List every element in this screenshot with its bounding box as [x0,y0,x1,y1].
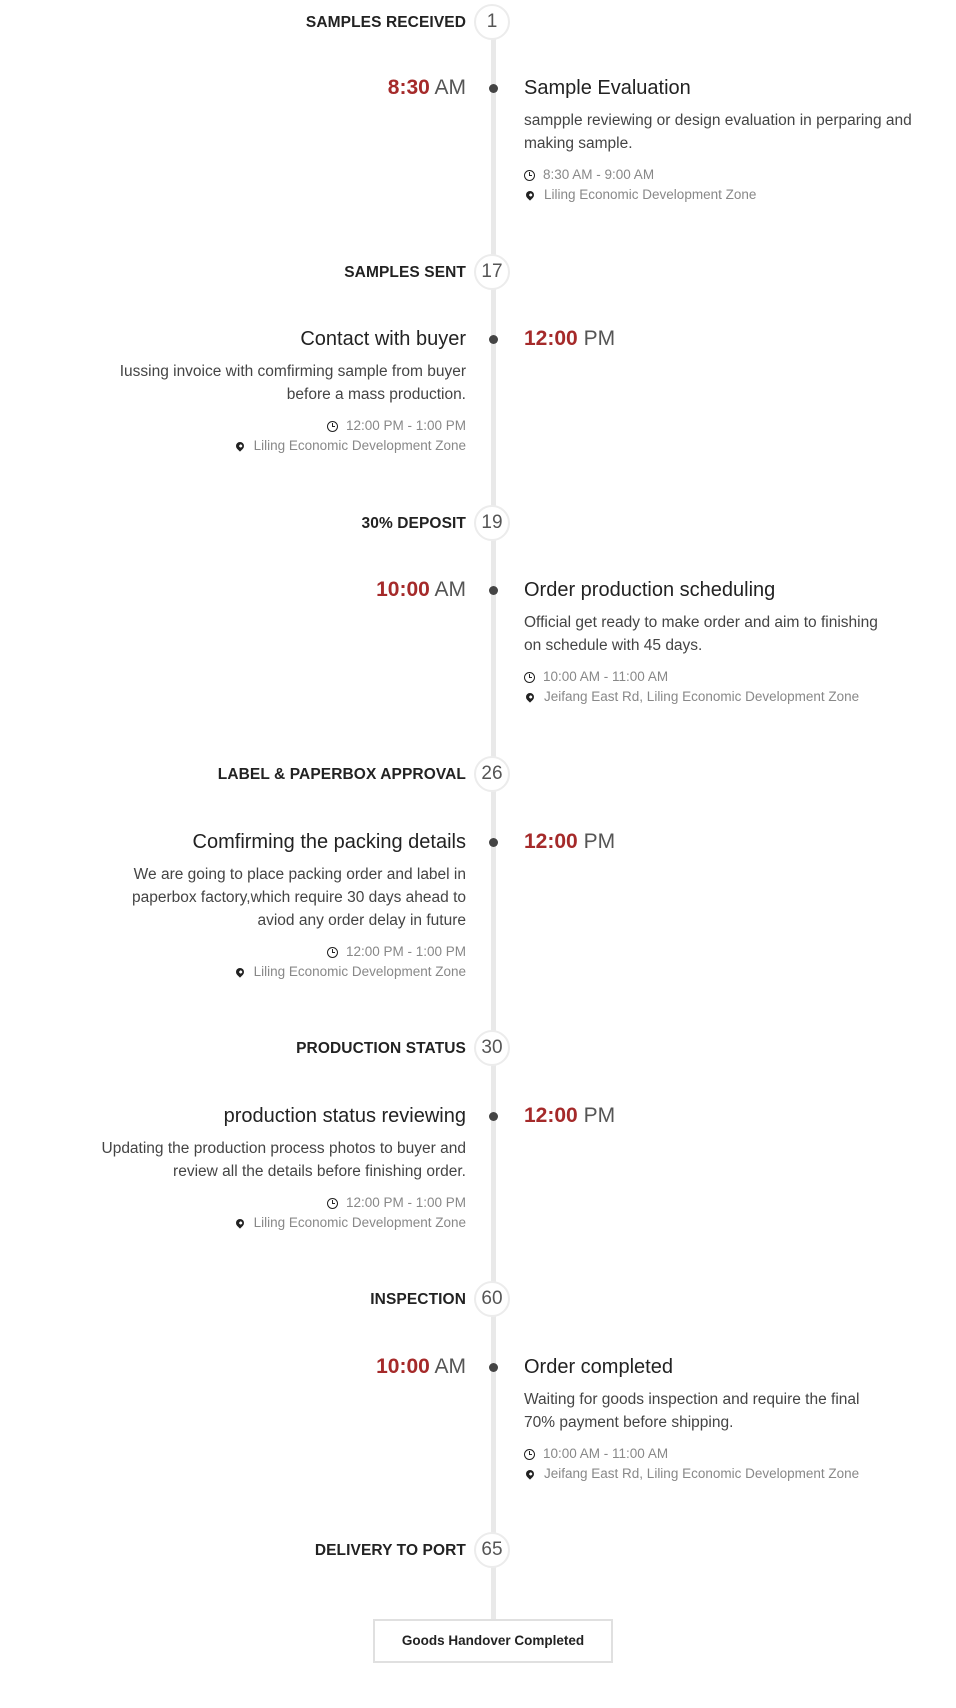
event-time-ampm: AM [434,76,466,99]
event-time-hm: 10:00 [376,1355,430,1378]
milestone-label: SAMPLES SENT [344,264,466,281]
milestone-day-badge: 1 [474,4,510,40]
milestone-label: 30% DEPOSIT [361,515,466,532]
event-card [524,577,924,707]
map-pin-icon [524,189,535,200]
event-time [524,326,824,352]
event-time-hm: 12:00 [524,327,578,350]
timeline-dot [489,1363,498,1372]
event-title: Order completed [524,1356,673,1378]
event-time [166,1354,466,1380]
event-time-hm: 8:30 [387,76,430,99]
event-description: Updating the production process photos to buyer and review all the details before finishing order. [101,1140,466,1180]
milestone-label: PRODUCTION STATUS [296,1040,466,1057]
event-duration-line [66,416,466,436]
map-pin-icon [234,966,245,977]
event-location: Liling Economic Development Zone [253,964,466,979]
event-duration-line [524,667,924,687]
milestone-label: INSPECTION [370,1291,466,1308]
event-card [524,75,924,205]
event-time-ampm: PM [583,1104,616,1127]
milestone-day-badge: 60 [474,1281,510,1317]
event-description: Official get ready to make order and aim to finishing on schedule with 45 days. [524,614,878,654]
map-pin-icon [234,1217,245,1228]
event-time-ampm: AM [434,578,466,601]
event-meta [524,667,924,707]
milestone-day-badge: 65 [474,1532,510,1568]
event-location: Jeifang East Rd, Liling Economic Development Zone [544,1466,860,1481]
event-time-hm: 12:00 [524,1104,578,1127]
map-pin-icon [234,440,245,451]
event-time-ampm: AM [434,1355,466,1378]
event-location-line [524,185,924,205]
event-time-hm: 12:00 [524,830,578,853]
event-title: Contact with buyer [300,328,466,350]
event-location: Jeifang East Rd, Liling Economic Development Zone [544,689,860,704]
event-location: Liling Economic Development Zone [544,187,757,202]
clock-icon [524,170,535,181]
event-meta [66,1193,466,1233]
clock-icon [327,947,338,958]
map-pin-icon [524,691,535,702]
event-duration-line [524,1444,924,1464]
milestone-day-badge: 17 [474,254,510,290]
event-location-line [66,436,466,456]
event-card [66,1103,466,1233]
event-duration: 10:00 AM - 11:00 AM [543,669,669,684]
event-description: sampple reviewing or design evaluation in perparing and making sample. [524,112,912,152]
event-description: Waiting for goods inspection and require the final 70% payment before shipping. [524,1391,860,1431]
clock-icon [327,421,338,432]
event-time [524,829,824,855]
event-time-ampm: PM [583,327,616,350]
event-description: We are going to place packing order and label in paperbox factory,which require 30 days ahead to aviod any order delay in future [131,866,466,929]
event-duration-line [66,1193,466,1213]
event-title: Comfirming the packing details [192,831,466,853]
event-location-line [66,962,466,982]
event-meta [66,942,466,982]
timeline-dot [489,1112,498,1121]
timeline-dot [489,335,498,344]
event-duration: 8:30 AM - 9:00 AM [543,167,655,182]
milestone-day-badge: 30 [474,1030,510,1066]
event-card [524,1354,924,1484]
event-time-ampm: PM [583,830,616,853]
event-duration: 12:00 PM - 1:00 PM [345,1195,466,1210]
milestone-day-badge: 26 [474,756,510,792]
event-title: Sample Evaluation [524,77,691,99]
timeline-dot [489,838,498,847]
event-time [166,577,466,603]
event-time [524,1103,824,1129]
event-card [66,829,466,982]
timeline-dot [489,84,498,93]
milestone-label: DELIVERY TO PORT [314,1542,466,1559]
event-duration: 12:00 PM - 1:00 PM [345,944,466,959]
event-time-hm: 10:00 [376,578,430,601]
map-pin-icon [524,1468,535,1479]
event-description: Iussing invoice with comfirming sample from buyer before a mass production. [119,363,466,403]
event-title: production status reviewing [223,1105,466,1127]
event-meta [66,416,466,456]
milestone-day-badge: 19 [474,505,510,541]
event-card [66,326,466,456]
event-duration: 10:00 AM - 11:00 AM [543,1446,669,1461]
event-duration-line [524,165,924,185]
event-location-line [524,687,924,707]
milestone-label: LABEL & PAPERBOX APPROVAL [217,766,466,783]
clock-icon [327,1198,338,1209]
event-location: Liling Economic Development Zone [253,1215,466,1230]
event-duration: 12:00 PM - 1:00 PM [345,418,466,433]
event-time [166,75,466,101]
event-location: Liling Economic Development Zone [253,438,466,453]
event-title: Order production scheduling [524,579,776,601]
timeline-dot [489,586,498,595]
goods-handover-completed-button[interactable]: Goods Handover Completed [373,1619,613,1663]
event-meta [524,1444,924,1484]
clock-icon [524,1449,535,1460]
milestone-label: SAMPLES RECEIVED [305,14,466,31]
event-location-line [524,1464,924,1484]
clock-icon [524,672,535,683]
event-meta [524,165,924,205]
event-location-line [66,1213,466,1233]
event-duration-line [66,942,466,962]
